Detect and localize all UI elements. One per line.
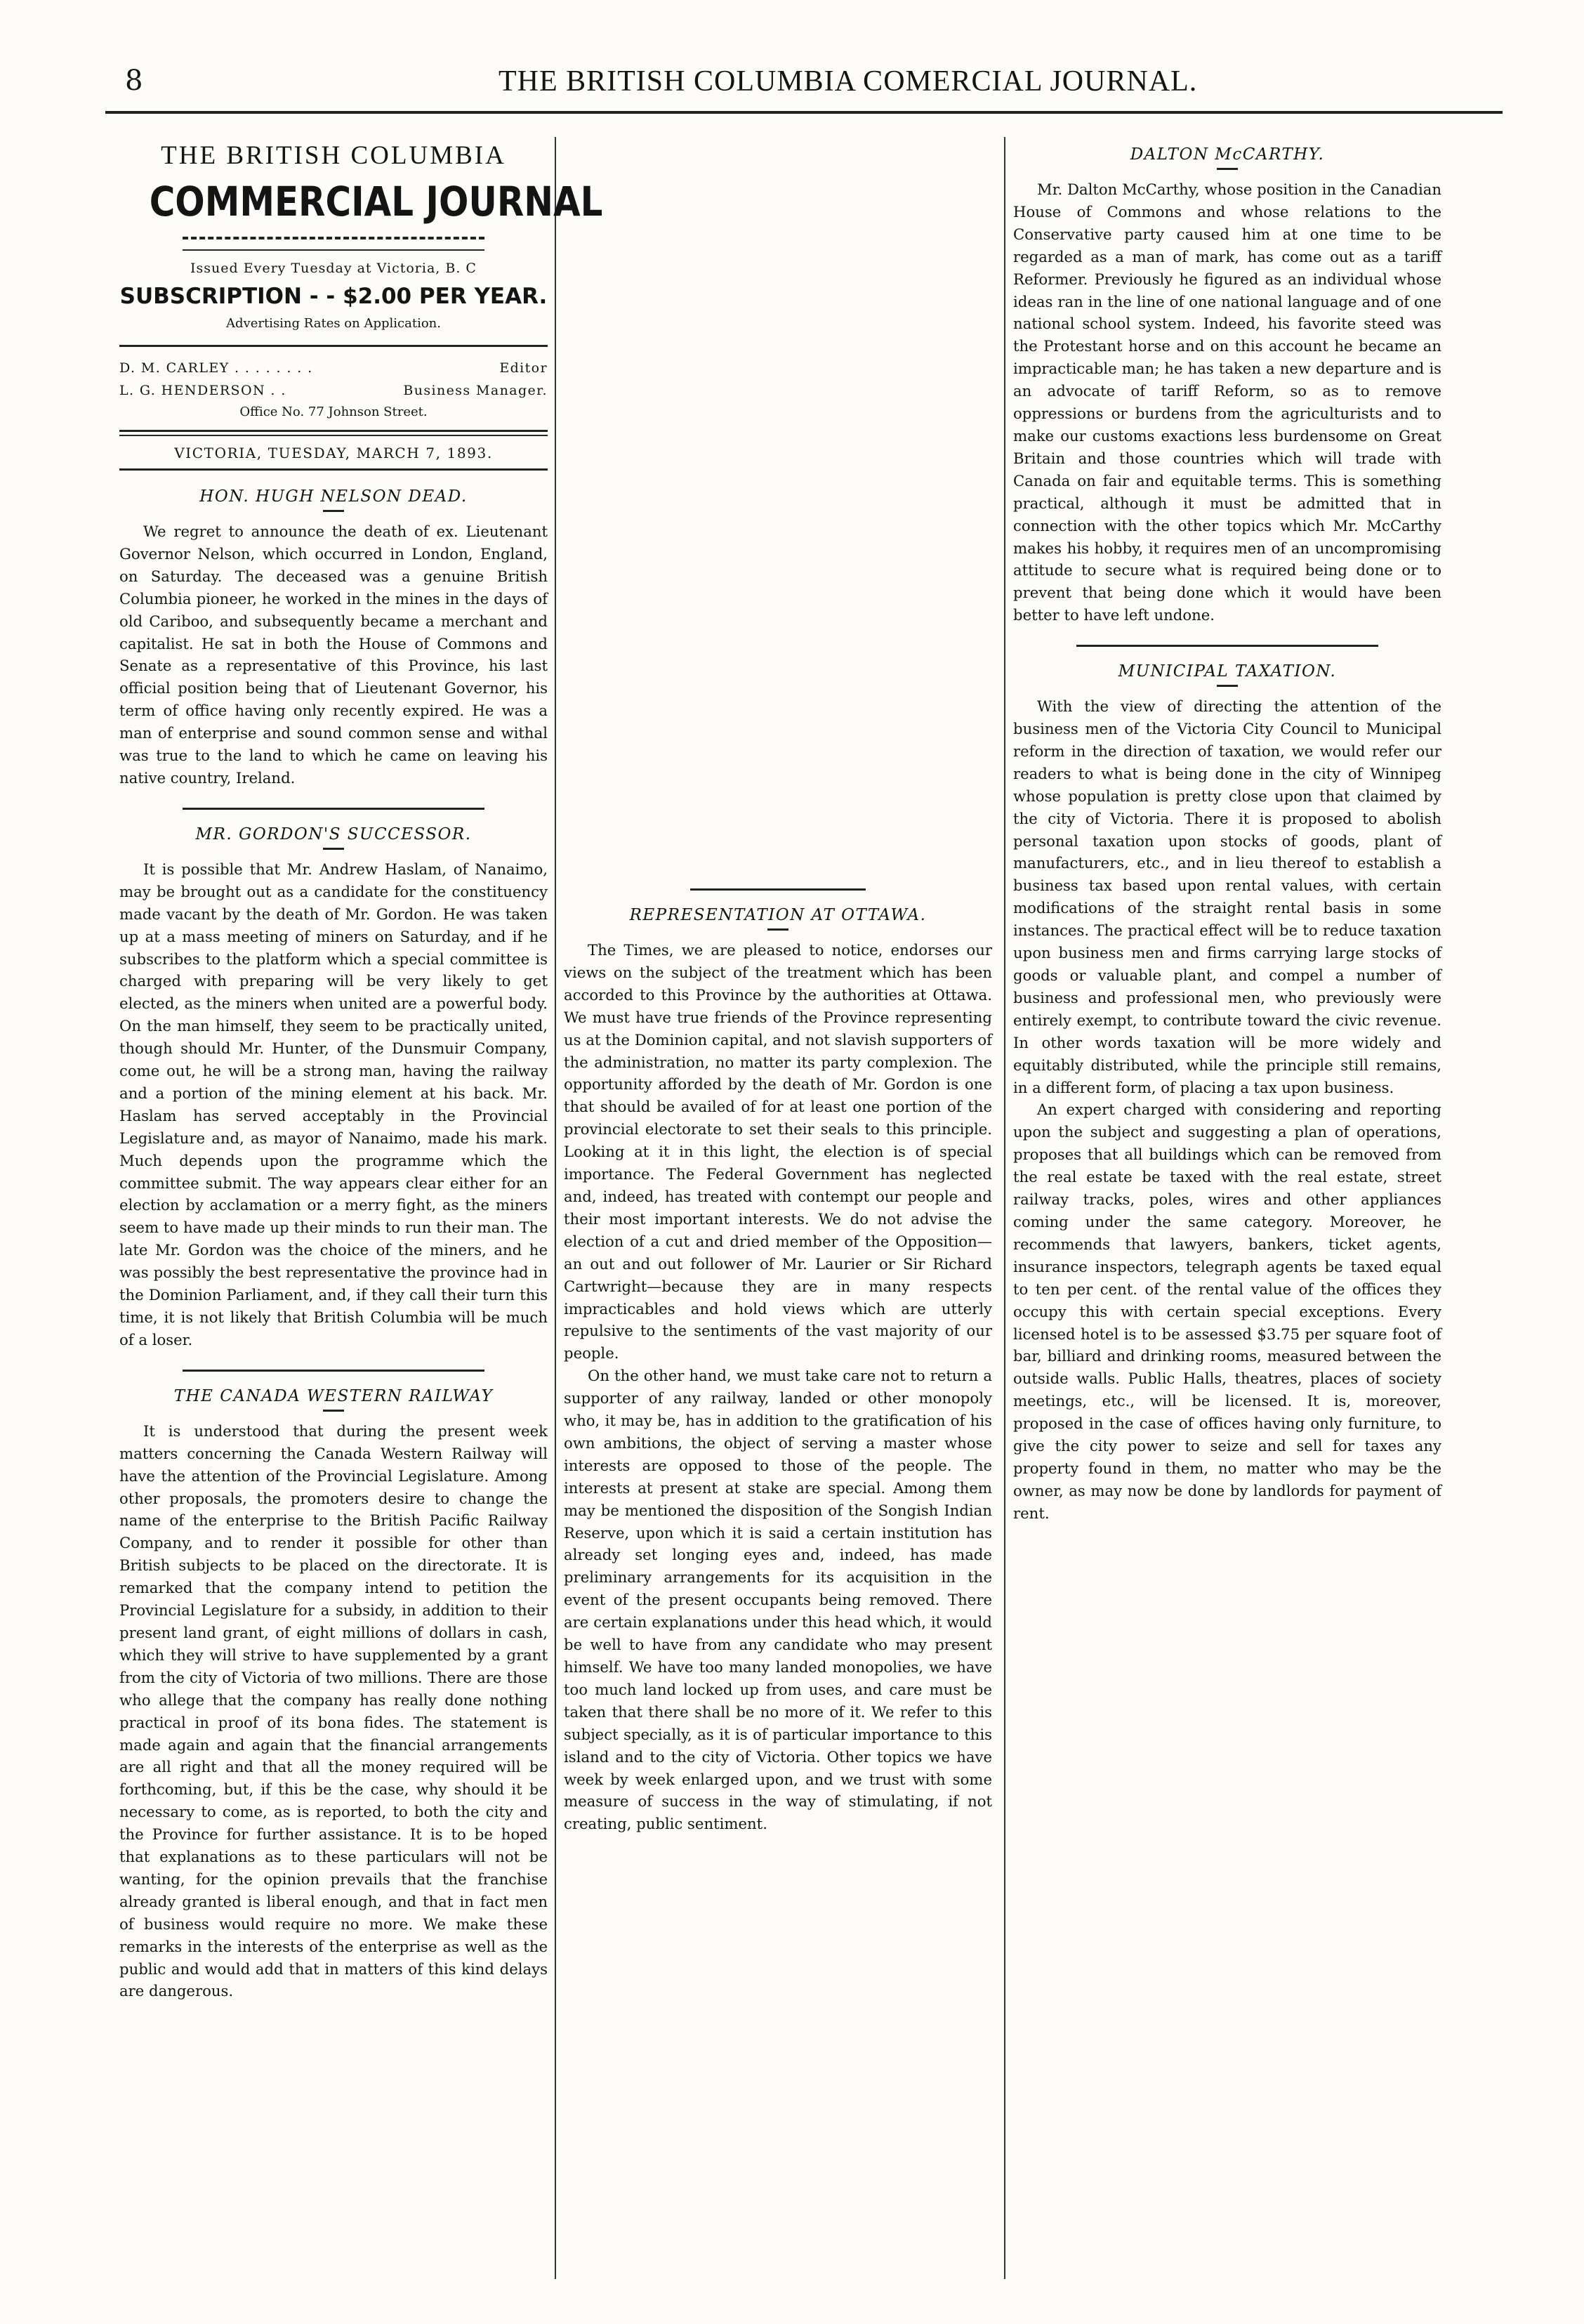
headline-dash xyxy=(323,510,344,512)
masthead-advertising: Advertising Rates on Application. xyxy=(226,316,441,331)
column-rule xyxy=(1004,137,1005,2279)
headline-dash xyxy=(323,848,344,850)
article-separator xyxy=(183,1370,484,1372)
running-title: THE BRITISH COLUMBIA COMERCIAL JOURNAL. xyxy=(499,65,1198,98)
article-railway xyxy=(119,1420,548,2003)
headline-dash xyxy=(323,1410,344,1412)
column-1 xyxy=(119,137,603,2002)
headline-gordon: MR. GORDON'S SUCCESSOR. xyxy=(195,825,472,843)
masthead-title: COMMERCIAL JOURNAL xyxy=(149,178,603,225)
article-mccarthy xyxy=(1013,178,1441,626)
headline-dash xyxy=(767,928,788,931)
masthead xyxy=(119,138,603,471)
running-head xyxy=(105,62,1503,114)
article-paragraph: With the view of directing the attention of the business men of the Victoria City Council to Municipal reform in the direction of taxation, we would refer our readers to what is being done in the city of Winnipeg whose population is pretty close upon that claimed by the city of Victoria. There it is proposed to abolish personal taxation upon stocks of goods, plant of manufacturers, etc., and in lieu thereof to establish a business tax based upon rental values, with certain modifications of the straight rental basis in some instances. The practical effect will be to reduce taxation upon business men and firms carrying large stocks of goods or valuable plant, and compel a number of business and professional men, who previously were entirely exempt, to contribute toward the civic revenue. In other words taxation will be more widely and equitably distributed, while the principle still remains, in a different form, of placing a tax upon business. xyxy=(1013,697,1441,1096)
article-ottawa xyxy=(564,939,992,1835)
article-nelson xyxy=(119,520,548,789)
masthead-double-rule xyxy=(119,430,548,436)
headline-ottawa: REPRESENTATION AT OTTAWA. xyxy=(629,906,927,924)
article-paragraph: An expert charged with considering and reporting upon the subject and suggesting a plan of operations, proposes that all buildings which can be removed from the real estate be taxed with the real estate, street railway tracks, poles, wires and other appliances coming under the same category. Moreover, he recommends that lawyers, bankers, ticket agents, insurance inspectors, telegraph agents be taxed equal to ten per cent. of the rental value of the offices they occupy this with certain special exceptions. Every licensed hotel is to be assessed $3.75 per square foot of bar, billiard and drinking rooms, measured between the outside walls. Public Halls, theatres, places of society meetings, etc., will be licensed. It is, moreover, proposed in the case of offices having only furniture, to give the city power to seize and sell for taxes any property found in them, no matter who may be the owner, as may now be done by landlords for payment of rent. xyxy=(1013,1101,1441,1522)
article-municipal xyxy=(1013,695,1441,1525)
article-paragraph: We regret to announce the death of ex. Lieutenant Governor Nelson, which occurred in London, England, on Saturday. The deceased was a genuine British Columbia pioneer, he worked in the mines in the days of old Cariboo, and subsequently became a merchant and capitalist. He sat in both the House of Commons and Senate as a representative of this Province, his last official position being that of Lieutenant Governor, his term of office having only recently expired. He was a man of enterprise and sound common sense and withal was true to the land to which he came on leaving his native country, Ireland. xyxy=(119,523,548,787)
manager-name: L. G. HENDERSON . . xyxy=(119,383,286,398)
article-paragraph: Mr. Dalton McCarthy, whose position in the Canadian House of Commons and whose relations to the Conservative party caused him at one time to be regarded as a man of mark, has come out as a tariff Reformer. Previously he figured as an individual whose ideas ran in the line of one national language and of one national school system. Indeed, his favorite steed was the Protestant horse and on this account he became an impracticable man; he has taken a new departure and is an advocate of tariff Reform, so as to remove oppressions or burdens from the agriculturists and to make our customs exactions less burdensome on Great Britain and those countries which will trade with Canada on fair and equitable terms. This is something practical, although it must be admitted that in connection with the other topics which Mr. McCarthy makes his hobby, it requires men of an uncompromising attitude to secure what is required being done or to prevent that being done which it would have been better to have left undone. xyxy=(1013,180,1441,624)
masthead-top-line: THE BRITISH COLUMBIA xyxy=(161,141,506,170)
headline-nelson: HON. HUGH NELSON DEAD. xyxy=(199,487,468,506)
dateline: VICTORIA, TUESDAY, MARCH 7, 1893. xyxy=(174,445,493,461)
article-separator xyxy=(183,808,484,810)
masthead-rule xyxy=(119,345,548,347)
masthead-subscription: SUBSCRIPTION - - $2.00 PER YEAR. xyxy=(119,284,548,309)
editor-name: D. M. CARLEY . . . . . . . . xyxy=(119,360,313,376)
staff-editor xyxy=(119,357,548,379)
headline-mccarthy: DALTON McCARTHY. xyxy=(1130,145,1325,164)
headline-dash xyxy=(1217,685,1238,687)
column-2 xyxy=(564,137,992,1835)
headline-municipal: MUNICIPAL TAXATION. xyxy=(1118,662,1337,681)
headline-railway: THE CANADA WESTERN RAILWAY xyxy=(173,1386,494,1405)
article-paragraph: It is possible that Mr. Andrew Haslam, of Nanaimo, may be brought out as a candidate for the constituency made vacant by the death of Mr. Gordon. He was taken up at a mass meeting of miners on Saturday, and if he subscribes to the platform which a special committee is charged with preparing will be very likely to get elected, as the miners when united are a powerful body. On the man himself, they seem to be practically united, though should Mr. Hunter, of the Dunsmuir Company, come out, he will be a strong man, having the railway and a portion of the mining element at his back. Mr. Haslam has served acceptably in the Provincial Legislature and, as mayor of Nanaimo, made his mark. Much depends upon the programme which the committee submit. The way appears clear either for an election by acclamation or a merry fight, as the miners seem to have made up their minds to run their man. The late Mr. Gordon was the choice of the miners, and he was possibly the best representative the province had in the Dominion Parliament, and, if they call their turn this time, it is not likely that British Columbia will be much of a loser. xyxy=(119,860,548,1348)
article-paragraph: It is understood that during the present week matters concerning the Canada Western Railway will have the attention of the Provincial Legislature. Among other proposals, the promoters desire to change the name of the enterprise to the British Pacific Railway Company, and to render it possible for other than British subjects to be placed on the directorate. It is remarked that the company intend to petition the Provincial Legislature for a subsidy, in addition to their present land grant, of eight millions of dollars in cash, which they will strive to have supplemented by a grant from the city of Victoria of two millions. There are those who allege that the company has really done nothing practical in proof of its bona fides. The statement is made again and again that the financial arrangements are all right and that all the money required will be forthcoming, but, if this be the case, why should it be necessary to come, as is reported, to both the city and the Province for further assistance. It is to be hoped that explanations as to these particulars will not be wanting, for the opinion prevails that the franchise already granted is liberal enough, and that in fact men of business would require no more. We make these remarks in the interests of the enterprise as well as the public and would add that in matters of this kind delays are dangerous. xyxy=(119,1422,548,2000)
article-separator xyxy=(1076,645,1378,647)
dateline-rule xyxy=(119,468,548,471)
manager-role: Business Manager. xyxy=(403,383,548,398)
masthead-issued: Issued Every Tuesday at Victoria, B. C xyxy=(190,261,477,276)
article-separator xyxy=(690,888,866,891)
article-paragraph: The Times, we are pleased to notice, endorses our views on the subject of the treatment which has been accorded to this Province by the authorities at Ottawa. We must have true friends of the Province representing us at the Dominion capital, and not slavish supporters of the administration, no matter its party complexion. The opportunity afforded by the death of Mr. Gordon is one that should be availed of for at least one portion of the provincial electorate to set their seals to this principle. Looking at it in this light, the election is of special importance. The Federal Government has neglected and, indeed, has treated with contempt our people and their most important interests. We do not advise the election of a cut and dried member of the Opposition—an out and out follower of Mr. Laurier or Sir Richard Cartwright—because they are in many respects impracticables and hold views which are utterly repulsive to the sentiments of the vast majority of our people. xyxy=(564,941,992,1363)
staff-manager xyxy=(119,379,548,402)
article-gordon xyxy=(119,858,548,1351)
column-3 xyxy=(1013,137,1441,1525)
headline-dash xyxy=(1217,168,1238,170)
article-paragraph: On the other hand, we must take care not to return a supporter of any railway, landed or other monopoly who, it may be, has in addition to the gratification of his own ambitions, the object of serving a master whose interests are opposed to those of the people. The interests at present at stake are special. Among them may be mentioned the disposition of the Songish Indian Reserve, upon which it is said a certain institution has already set longing eyes and, indeed, has made preliminary arrangements for its acquisition in the event of the present occupants being removed. There are certain explanations under this head which, it would be well to have from any candidate who may present himself. We have too many landed monopolies, we have too much land locked up from uses, and care must be taken that there shall be no more of it. We refer to this subject specially, as it is of particular importance to this island and to the city of Victoria. Other topics we have week by week enlarged upon, and we trust with some measure of success in the way of stimulating, if not creating, public sentiment. xyxy=(564,1367,992,1833)
office-address: Office No. 77 Johnson Street. xyxy=(239,405,428,419)
column-rule xyxy=(555,137,556,2279)
editor-role: Editor xyxy=(499,360,548,376)
masthead-divider xyxy=(183,237,484,251)
page-number: 8 xyxy=(125,65,143,97)
